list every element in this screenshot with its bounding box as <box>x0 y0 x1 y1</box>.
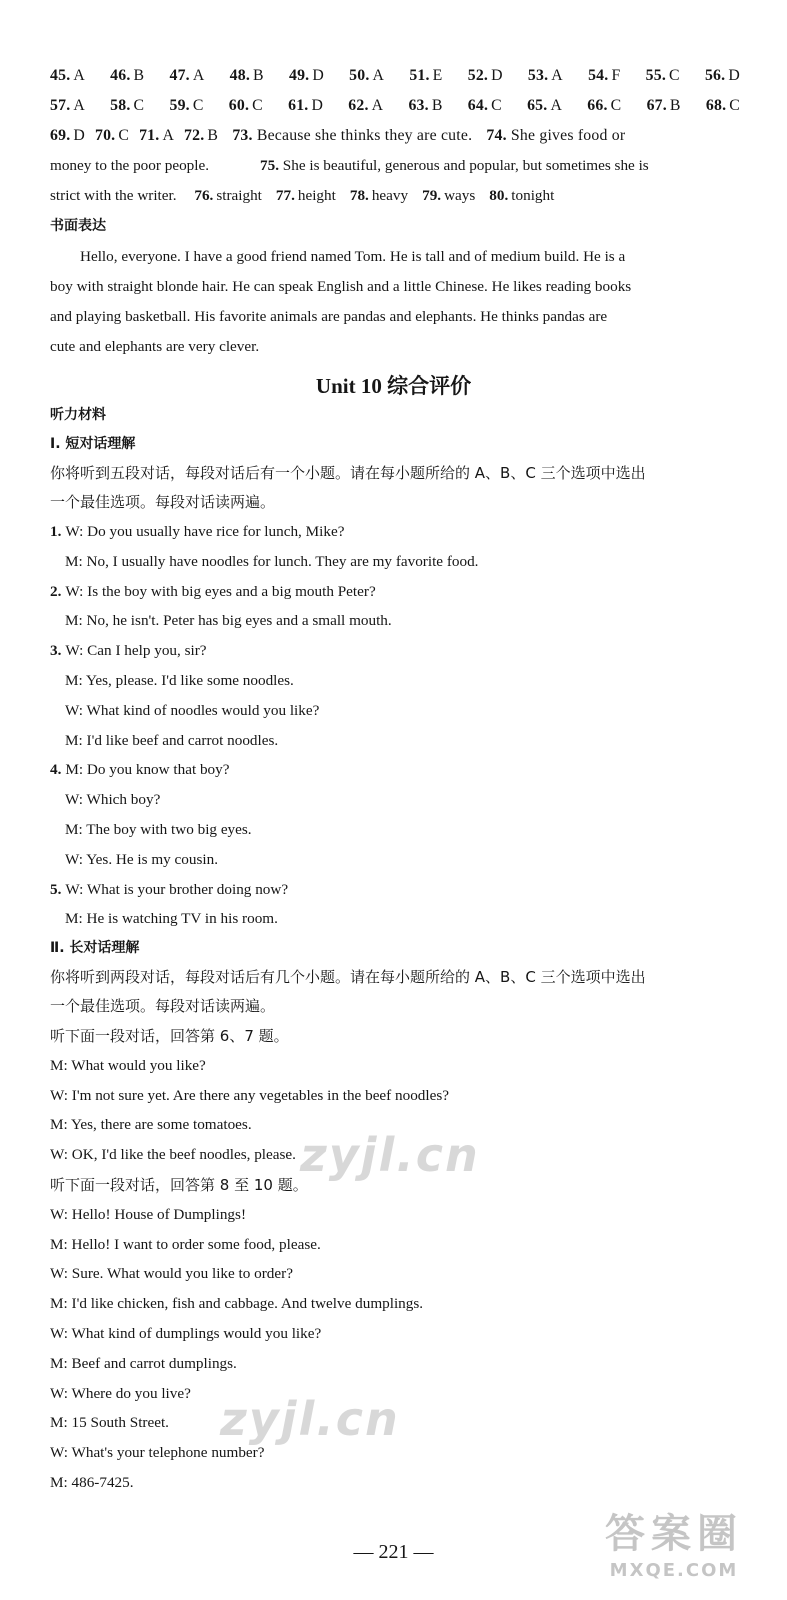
answer-item <box>169 95 203 117</box>
dialogue-text: W: Which boy? <box>65 791 161 809</box>
answer-item-num: 63. <box>408 97 429 114</box>
answer-item-num: 72. <box>184 127 205 144</box>
dialogue-line <box>50 581 740 603</box>
dialogue-line: 听下面一段对话，回答第 6、7 题。 <box>50 1027 289 1045</box>
question-number: 4. <box>50 761 62 779</box>
answer-item-value: C <box>118 127 130 144</box>
answer-item-value: A <box>162 127 175 144</box>
listening-heading: 听力材料 <box>50 407 106 423</box>
answer-item <box>50 125 85 147</box>
part2-instruction-2: 一个最佳选项。每段对话读两遍。 <box>50 997 276 1015</box>
dialogue-line: W: What kind of dumplings would you like? <box>50 1325 322 1342</box>
answer-item-value: A <box>551 67 563 84</box>
answer-item-num: 55. <box>645 67 666 84</box>
answer-item-num: 57. <box>50 97 71 114</box>
dialogue-text: M: No, I usually have noodles for lunch. They are my favorite food. <box>65 552 479 570</box>
dialogue-line <box>65 908 755 930</box>
answer-item-num: 66. <box>587 97 608 114</box>
answer-item-value: D <box>728 67 740 84</box>
question-number: 3. <box>50 642 62 660</box>
dialogue-line: M: 486-7425. <box>50 1474 134 1491</box>
dialogue-line <box>65 819 755 841</box>
answer-item-num: 67. <box>646 97 667 114</box>
dialogue-line: M: Beef and carrot dumplings. <box>50 1354 237 1372</box>
dialogue-text: W: What is your brother doing now? <box>65 880 289 898</box>
answer-item <box>422 187 475 204</box>
answer-item-num: 59. <box>169 97 190 114</box>
answer-item-value: F <box>611 67 621 84</box>
answer-item-num: 79. <box>422 187 442 204</box>
answer-item-value: B <box>431 97 443 114</box>
answer-row-2 <box>50 95 740 117</box>
answer-item-num: 49. <box>288 67 310 84</box>
answer-item-num: 64. <box>467 97 489 114</box>
dialogue-line: M: Hello! I want to order some food, please. <box>50 1235 321 1253</box>
dialogue-line <box>65 670 755 692</box>
question-number: 1. <box>50 523 62 540</box>
answer-item-value: D <box>491 67 503 84</box>
dialogue-line <box>65 730 755 752</box>
answer-item-num: 65. <box>527 97 548 114</box>
dialogue-text: M: The boy with two big eyes. <box>65 821 252 838</box>
answer-item <box>350 187 408 204</box>
answer-item <box>348 95 383 117</box>
writing-heading: 书面表达 <box>50 218 106 234</box>
dialogue-text: M: He is watching TV in his room. <box>65 910 278 928</box>
answer-item-num: 48. <box>229 67 251 84</box>
q75-num: 75. <box>260 157 279 174</box>
dialogue-line: W: Hello! House of Dumplings! <box>50 1205 246 1223</box>
answer-row-1 <box>50 65 740 87</box>
answer-item <box>194 187 262 204</box>
answer-item-value: E <box>432 67 443 84</box>
q75-line <box>260 155 740 177</box>
answer-item-num: 54. <box>588 67 609 84</box>
q75-answer: She is beautiful, generous and popular, but sometimes she is <box>282 157 649 174</box>
q74-continuation: money to the poor people. <box>50 157 210 174</box>
dialogue-line: W: Sure. What would you like to order? <box>50 1265 293 1283</box>
answer-item-value: straight <box>216 187 262 204</box>
answer-item <box>408 95 442 117</box>
answer-item-value: C <box>252 97 263 114</box>
dialogue-line <box>50 640 740 662</box>
answer-item <box>288 95 323 117</box>
answer-item <box>587 95 621 117</box>
answer-item-num: 56. <box>704 67 726 84</box>
answer-item <box>527 95 562 117</box>
page-number: — 221 — <box>353 1541 434 1563</box>
question-number: 5. <box>50 880 62 898</box>
answer-item-num: 69. <box>50 127 71 144</box>
answer-item <box>50 95 85 117</box>
answer-item <box>528 65 563 87</box>
answer-item <box>468 95 502 117</box>
answer-item-value: C <box>491 97 502 114</box>
dialogue-line: 听下面一段对话，回答第 8 至 10 题。 <box>50 1176 308 1194</box>
watermark-2: zyjl.cn <box>220 1392 400 1446</box>
answer-item-value: heavy <box>371 187 409 204</box>
answer-item <box>229 95 263 117</box>
answer-item <box>169 65 204 87</box>
dialogue-line <box>65 789 755 811</box>
dialogue-line: W: OK, I'd like the beef noodles, please. <box>50 1146 296 1164</box>
answer-item-num: 71. <box>139 127 160 144</box>
dialogue-line: M: I'd like chicken, fish and cabbage. And twelve dumplings. <box>50 1295 424 1313</box>
answer-item-value: A <box>192 67 205 84</box>
part2-instruction-1: 你将听到两段对话，每段对话后有几个小题。请在每小题所给的 A、B、C 三个选项中选出 <box>50 968 646 986</box>
dialogue-text: M: No, he isn't. Peter has big eyes and a small mouth. <box>65 612 392 630</box>
answer-item <box>409 65 442 87</box>
dialogue-line <box>65 551 755 573</box>
logo-cn: 答案圈 <box>605 1511 743 1557</box>
unit-title: Unit 10 综合评价 <box>315 374 472 398</box>
answer-item-num: 60. <box>228 97 250 114</box>
essay-line-4: cute and elephants are very clever. <box>50 338 260 355</box>
answer-item-num: 47. <box>169 67 190 84</box>
answer-item <box>706 95 740 117</box>
answer-item <box>110 65 144 87</box>
answer-item-num: 77. <box>275 187 295 204</box>
dialogue-line: M: 15 South Street. <box>50 1414 169 1432</box>
answer-item-value: C <box>192 97 204 114</box>
q75-cont-text: strict with the writer. <box>50 187 177 204</box>
answer-item-value: C <box>729 97 740 114</box>
q75-continuation <box>50 185 740 207</box>
answer-item <box>588 65 620 87</box>
answer-item-value: C <box>133 97 145 114</box>
part1-instruction-1: 你将听到五段对话，每段对话后有一个小题。请在每小题所给的 A、B、C 三个选项中选出 <box>50 464 646 482</box>
answer-item-value: D <box>311 97 324 114</box>
answer-item-value: ways <box>444 187 476 204</box>
essay-line-1: Hello, everyone. I have a good friend named Tom. He is tall and of medium build. He is a <box>80 248 626 265</box>
dialogue-line <box>50 879 740 901</box>
dialogue-text: M: Do you know that boy? <box>65 761 230 779</box>
dialogue-line: W: What's your telephone number? <box>50 1444 265 1462</box>
dialogue-line: W: Where do you live? <box>50 1384 191 1402</box>
answer-item-num: 45. <box>50 67 71 84</box>
answer-item <box>230 65 264 87</box>
part1-heading: Ⅰ. 短对话理解 <box>50 436 136 452</box>
answer-item <box>50 65 85 87</box>
q73-num: 73. <box>232 127 253 144</box>
answer-item-num: 68. <box>705 97 727 114</box>
dialogue-text: W: Do you usually have rice for lunch, Mike? <box>65 523 345 540</box>
essay-line-3: and playing basketball. His favorite animals are pandas and elephants. He thinks pandas are <box>50 308 608 325</box>
answer-item-num: 58. <box>110 97 131 114</box>
answer-item-value: A <box>371 97 384 114</box>
answer-item-num: 80. <box>489 187 509 204</box>
dialogue-text: W: What kind of noodles would you like? <box>65 701 320 719</box>
answer-item-value: A <box>372 67 385 84</box>
answer-item <box>349 65 384 87</box>
answer-item <box>468 65 503 87</box>
answer-item-value: height <box>297 187 336 204</box>
dialogue-line: M: What would you like? <box>50 1056 206 1074</box>
answer-item-num: 70. <box>94 127 116 144</box>
answer-item-value: A <box>73 97 85 114</box>
watermark-1: zyjl.cn <box>300 1128 480 1182</box>
dialogue-text: W: Yes. He is my cousin. <box>65 850 219 868</box>
q74-answer: She gives food or <box>510 127 626 144</box>
answer-item <box>647 95 681 117</box>
q73-answer: Because she thinks they are cute. <box>256 127 473 144</box>
q74-num: 74. <box>486 127 507 144</box>
dialogue-line: W: I'm not sure yet. Are there any vegetables in the beef noodles? <box>50 1086 450 1104</box>
dialogue-text: M: I'd like beef and carrot noodles. <box>65 731 279 749</box>
dialogue-line <box>50 521 740 543</box>
answer-item-num: 61. <box>288 97 309 114</box>
essay-line-2: boy with straight blonde hair. He can speak English and a little Chinese. He likes reading books <box>50 278 632 295</box>
part1-instruction-2: 一个最佳选项。每段对话读两遍。 <box>50 493 276 511</box>
answer-item-value: B <box>207 127 219 144</box>
dialogue-line <box>50 759 740 781</box>
answer-item-value: B <box>253 67 264 84</box>
answer-item <box>489 187 554 204</box>
answer-item <box>289 65 324 87</box>
answer-item-num: 46. <box>110 67 131 84</box>
answer-row-3 <box>50 125 740 147</box>
answer-item-num: 76. <box>194 187 214 204</box>
answer-item-num: 52. <box>467 67 489 84</box>
dialogue-line <box>65 610 755 632</box>
answer-item-value: B <box>133 67 145 84</box>
answer-item-value: B <box>669 97 681 114</box>
answer-item <box>705 65 740 87</box>
logo-en: MXQE.COM <box>609 1560 739 1581</box>
answer-item <box>184 125 218 147</box>
dialogue-text: W: Is the boy with big eyes and a big mouth Peter? <box>65 582 376 600</box>
answer-item-value: A <box>73 67 85 84</box>
dialogue-line <box>65 849 755 871</box>
site-logo <box>579 1508 769 1594</box>
question-number: 2. <box>50 582 62 600</box>
dialogue-text: W: Can I help you, sir? <box>65 642 207 660</box>
answer-item-value: C <box>610 97 622 114</box>
answer-item-num: 62. <box>348 97 369 114</box>
answer-item-num: 78. <box>349 187 369 204</box>
answer-item-num: 53. <box>527 67 549 84</box>
answer-item-value: D <box>312 67 324 84</box>
dialogue-line: M: Yes, there are some tomatoes. <box>50 1116 252 1134</box>
part2-heading: Ⅱ. 长对话理解 <box>50 940 140 956</box>
answer-item <box>139 125 174 147</box>
answer-item <box>110 95 144 117</box>
answer-item-value: C <box>669 67 680 84</box>
answer-item-value: tonight <box>511 187 555 204</box>
dialogue-line <box>65 700 755 722</box>
answer-item-value: D <box>73 127 85 144</box>
dialogue-text: M: Yes, please. I'd like some noodles. <box>65 672 294 689</box>
answer-item-value: A <box>550 97 563 114</box>
answer-item <box>95 125 129 147</box>
answer-item <box>646 65 680 87</box>
answer-item <box>276 187 336 204</box>
answer-item-num: 51. <box>409 67 430 84</box>
answer-item-num: 50. <box>349 67 370 84</box>
